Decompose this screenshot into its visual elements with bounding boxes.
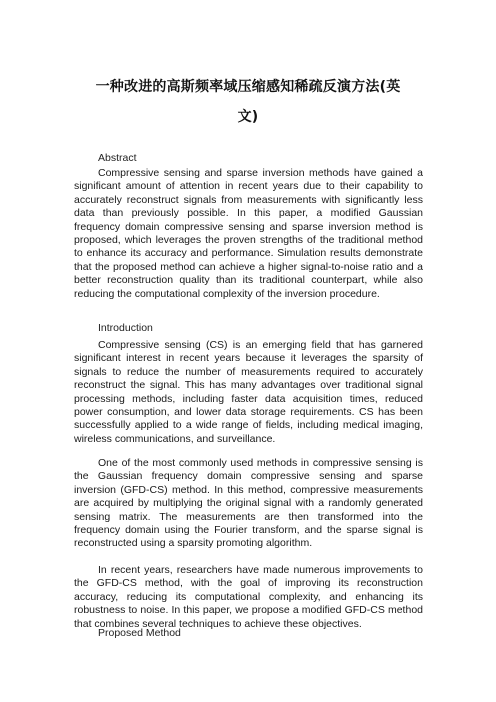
document-title-line-2: 文) [237, 109, 259, 125]
proposed-method-heading: Proposed Method [98, 627, 181, 639]
introduction-paragraph-1: Compressive sensing (CS) is an emerging field that has garnered significant interest in recent years because it leverages the sparsity of signals to reduce the number of measurements required to accurately reconstruct the signal. This has many advantages over traditional signal processing methods, including faster data acquisition times, reduced power consumption, and lower data storage requirements. CS has been successfully applied to a wide range of fields, including medical imaging, wireless communications, and surveillance. [74, 339, 423, 445]
abstract-heading: Abstract [98, 152, 137, 164]
introduction-paragraph-3: In recent years, researchers have made numerous improvements to the GFD-CS method, with the goal of improving its reconstruction accuracy, reducing its computational complexity, and enhancing its robustness to noise. In this paper, we propose a modified GFD-CS method that combines several techniques to achieve these objectives. [74, 564, 423, 630]
introduction-heading: Introduction [98, 322, 153, 334]
abstract-paragraph: Compressive sensing and sparse inversion methods have gained a significant amount of attention in recent years due to their capability to accurately reconstruct signals from measurements with significantly less data than previously possible. In this paper, a modified Gaussian frequency domain compressive sensing and sparse inversion method is proposed, which leverages the proven strengths of the traditional method to enhance its accuracy and performance. Simulation results demonstrate that the proposed method can achieve a higher signal-to-noise ratio and a better reconstruction quality than its traditional counterpart, while also reducing the computational complexity of the inversion procedure. [74, 167, 423, 300]
introduction-paragraph-2: One of the most commonly used methods in compressive sensing is the Gaussian frequency domain compressive sensing and sparse inversion (GFD-CS) method. In this method, compressive measurements are acquired by multiplying the original signal with a randomly generated sensing matrix. The measurements are then transformed into the frequency domain using the Fourier transform, and the sparse signal is reconstructed using a sparsity promoting algorithm. [74, 457, 423, 550]
document-title-line-1: 一种改进的高斯频率域压缩感知稀疏反演方法(英 [95, 79, 401, 95]
